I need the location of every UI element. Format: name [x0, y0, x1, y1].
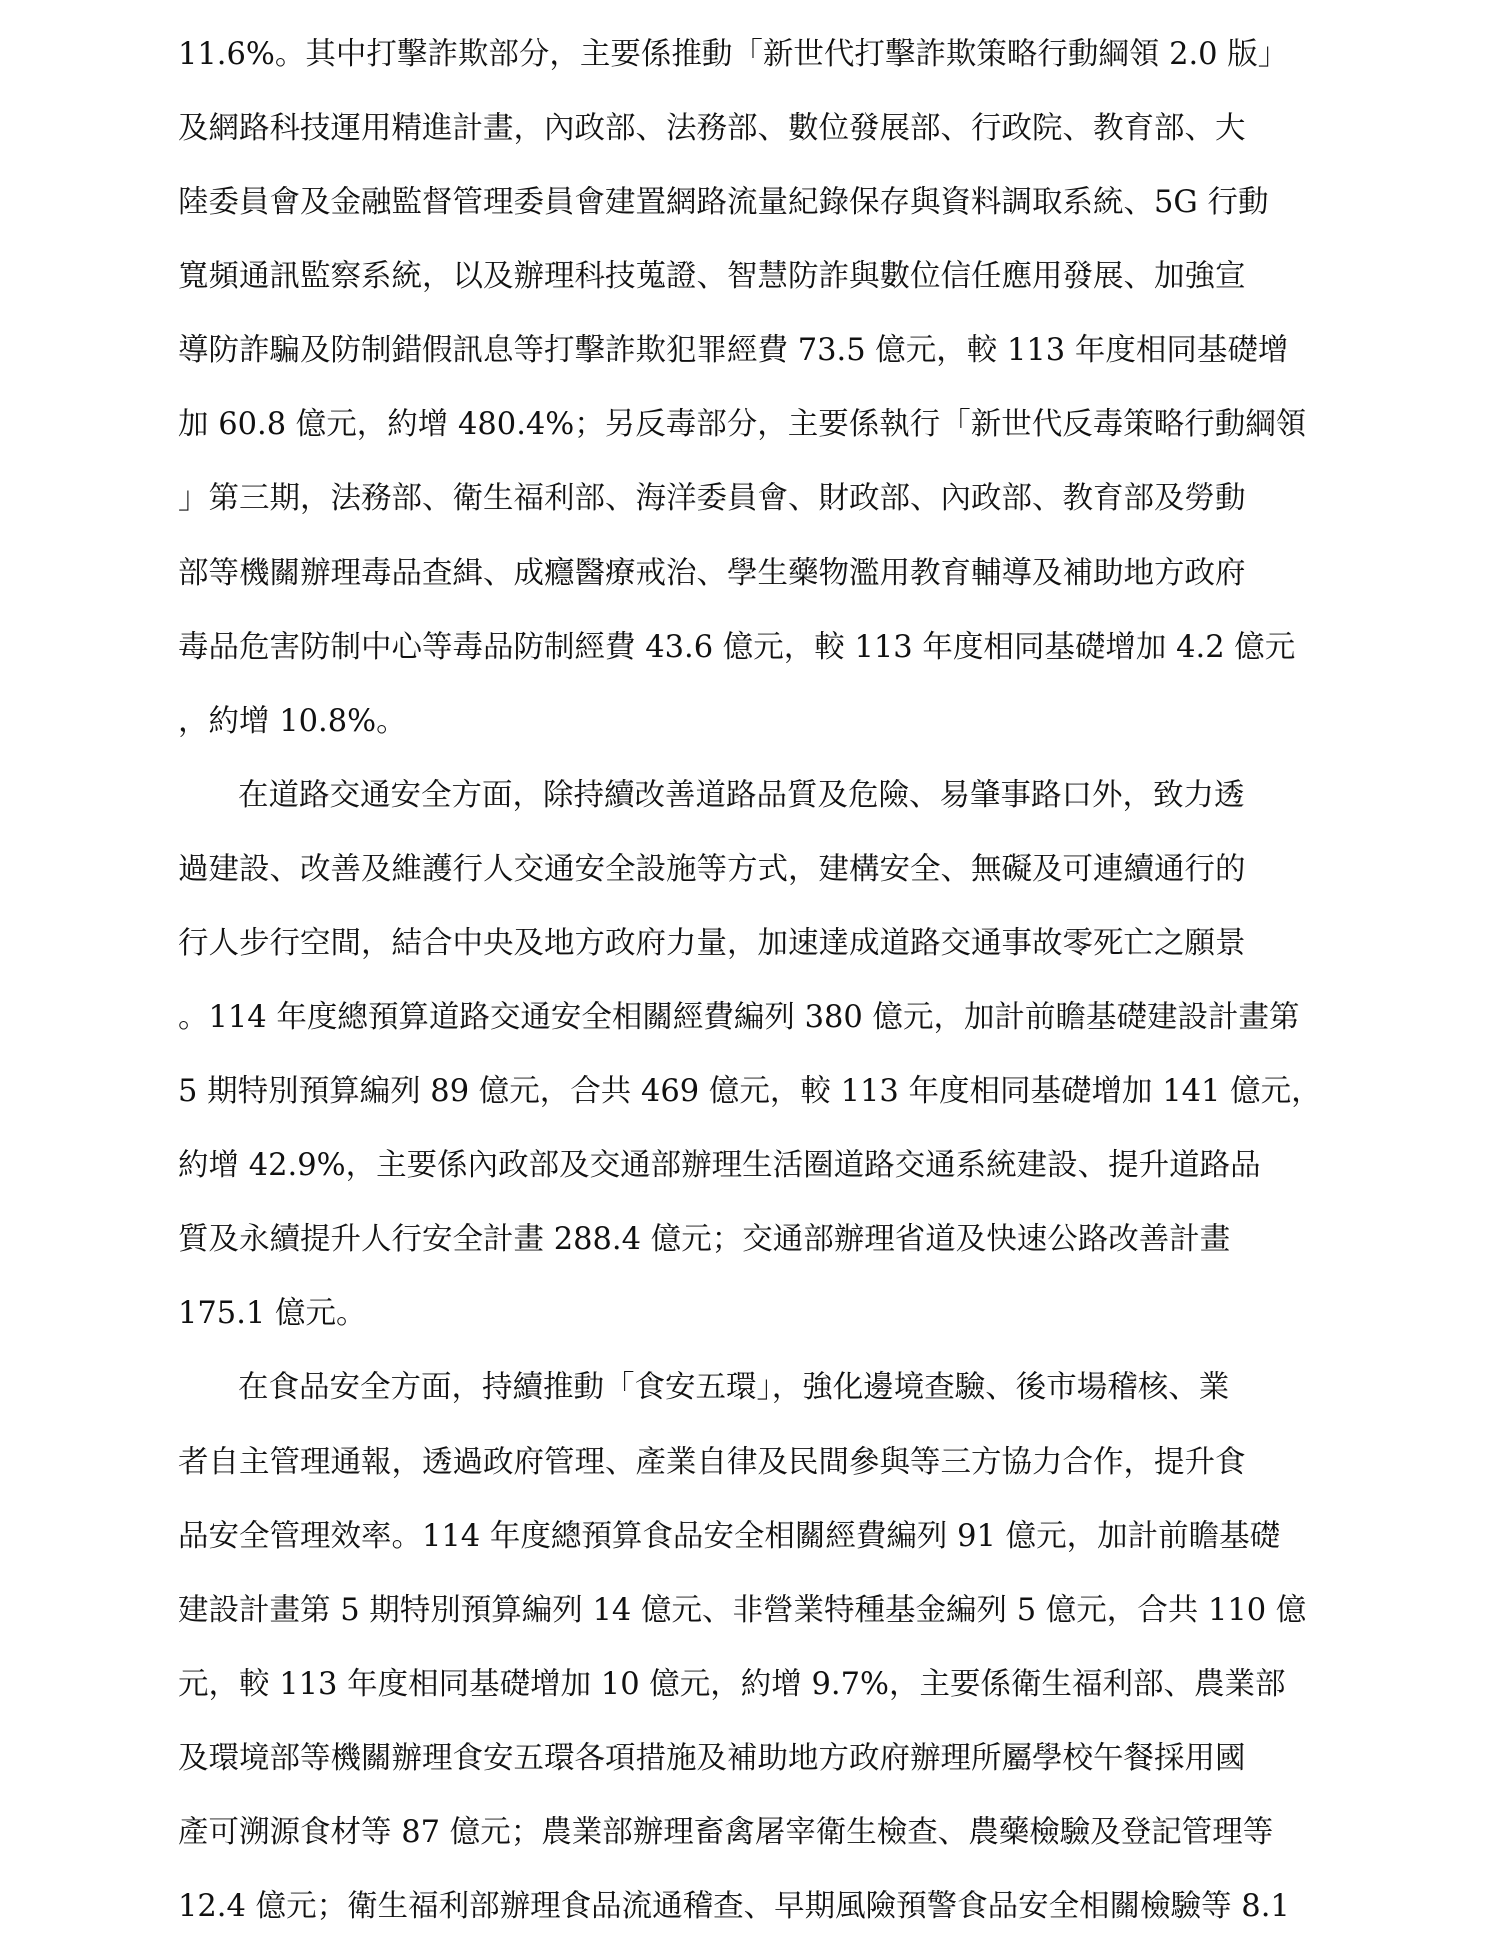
text-line: 。114 年度總預算道路交通安全相關經費編列 380 億元，加計前瞻基礎建設計畫第 [178, 1000, 1300, 1035]
text-line: 過建設、改善及維護行人交通安全設施等方式，建構安全、無礙及可連續通行的 [178, 852, 1246, 887]
text-line: 175.1 億元。 [178, 1296, 367, 1331]
text-line: 陸委員會及金融監督管理委員會建置網路流量紀錄保存與資料調取系統、5G 行動 [178, 185, 1269, 220]
text-line: 及網路科技運用精進計畫，內政部、法務部、數位發展部、行政院、教育部、大 [178, 111, 1246, 146]
text-line: 5 期特別預算編列 89 億元，合共 469 億元，較 113 年度相同基礎增加 141 億元， [178, 1074, 1322, 1109]
text-line: 者自主管理通報，透過政府管理、產業自律及民間參與等三方協力合作，提升食 [178, 1445, 1246, 1480]
text-line: 11.6%。其中打擊詐欺部分，主要係推動「新世代打擊詐欺策略行動綱領 2.0 版」 [178, 37, 1289, 72]
text-line: 建設計畫第 5 期特別預算編列 14 億元、非營業特種基金編列 5 億元，合共 110 億 [178, 1593, 1307, 1628]
text-line: 品安全管理效率。114 年度總預算食品安全相關經費編列 91 億元，加計前瞻基礎 [178, 1519, 1281, 1554]
text-line: 在道路交通安全方面，除持續改善道路品質及危險、易肇事路口外，致力透 [238, 778, 1245, 813]
text-line: 毒品危害防制中心等毒品防制經費 43.6 億元，較 113 年度相同基礎增加 4.2 億元 [178, 630, 1296, 665]
text-line: 行人步行空間，結合中央及地方政府力量，加速達成道路交通事故零死亡之願景 [178, 926, 1246, 961]
text-line: 產可溯源食材等 87 億元；農業部辦理畜禽屠宰衛生檢查、農藥檢驗及登記管理等 [178, 1815, 1274, 1850]
text-line: 12.4 億元；衛生福利部辦理食品流通稽查、早期風險預警食品安全相關檢驗等 8.1 [178, 1889, 1290, 1924]
text-line: 部等機關辦理毒品查緝、成癮醫療戒治、學生藥物濫用教育輔導及補助地方政府 [178, 556, 1246, 591]
text-line: 在食品安全方面，持續推動「食安五環」，強化邊境查驗、後市場稽核、業 [238, 1370, 1230, 1405]
text-line: ，約增 10.8%。 [178, 704, 407, 739]
text-line: 導防詐騙及防制錯假訊息等打擊詐欺犯罪經費 73.5 億元，較 113 年度相同基礎增 [178, 333, 1289, 368]
text-line: 寬頻通訊監察系統，以及辦理科技蒐證、智慧防詐與數位信任應用發展、加強宣 [178, 259, 1246, 294]
text-line: 約增 42.9%，主要係內政部及交通部辦理生活圈道路交通系統建設、提升道路品 [178, 1148, 1261, 1183]
text-line: 及環境部等機關辦理食安五環各項措施及補助地方政府辦理所屬學校午餐採用國 [178, 1741, 1246, 1776]
text-line: 」第三期，法務部、衛生福利部、海洋委員會、財政部、內政部、教育部及勞動 [178, 481, 1246, 516]
text-line: 加 60.8 億元，約增 480.4%；另反毒部分，主要係執行「新世代反毒策略行動綱領 [178, 407, 1307, 442]
text-line: 元，較 113 年度相同基礎增加 10 億元，約增 9.7%，主要係衛生福利部、農業部 [178, 1667, 1286, 1702]
text-line: 質及永續提升人行安全計畫 288.4 億元；交通部辦理省道及快速公路改善計畫 [178, 1222, 1231, 1257]
